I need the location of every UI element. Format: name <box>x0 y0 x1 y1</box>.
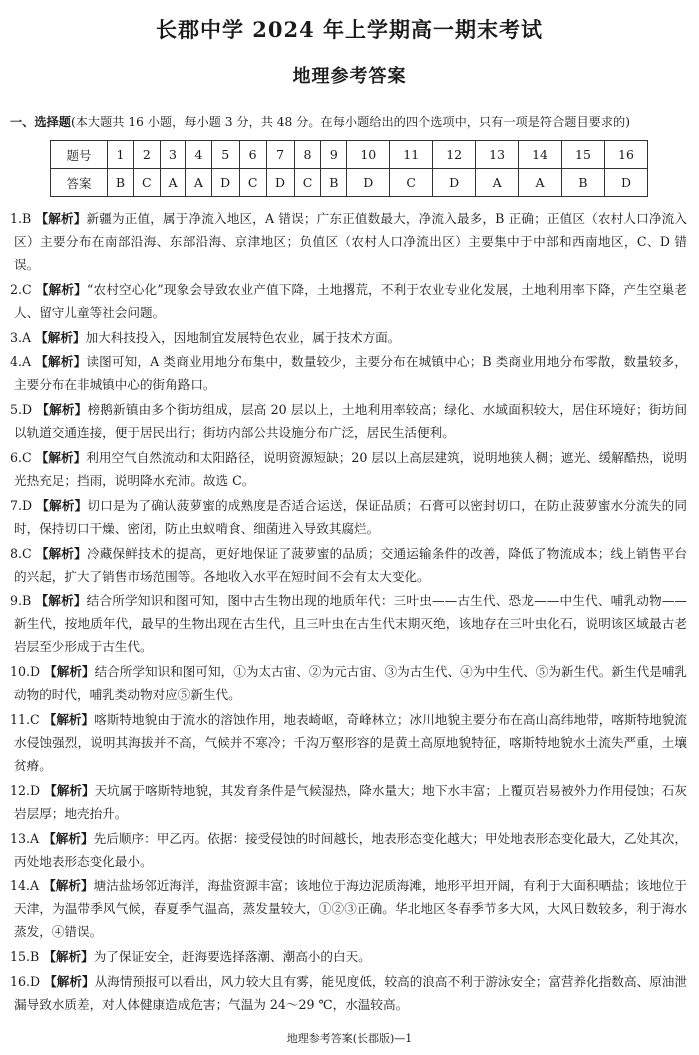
answer-cell: B <box>561 169 604 197</box>
item-number: 14.A <box>10 878 40 894</box>
number-cell: 15 <box>561 141 604 169</box>
answer-table <box>50 140 648 197</box>
analysis-tag: 【解析】 <box>44 782 95 798</box>
item-text: 为了保证安全，赶海要选择落潮、潮高小的白天。 <box>93 949 371 965</box>
number-cell: 4 <box>186 141 211 169</box>
explanation-item <box>10 970 687 1016</box>
item-number: 3.A <box>10 329 32 345</box>
item-number: 8.C <box>10 545 32 561</box>
explanation-item <box>10 494 688 540</box>
answer-cell: D <box>266 169 294 197</box>
explanation-list <box>10 207 688 1018</box>
analysis-tag: 【解析】 <box>43 711 95 727</box>
number-cell: 10 <box>347 141 390 169</box>
section-heading <box>10 113 692 130</box>
row-label-number: 题号 <box>51 141 108 169</box>
item-number: 9.B <box>10 593 32 609</box>
explanation-item <box>10 827 688 873</box>
analysis-tag: 【解析】 <box>35 593 87 609</box>
item-number: 5.D <box>10 402 33 418</box>
number-cell: 14 <box>519 141 562 169</box>
explanation-item <box>10 326 687 349</box>
answer-cell: A <box>160 169 185 197</box>
answer-cell: C <box>294 169 321 197</box>
analysis-tag: 【解析】 <box>43 830 94 846</box>
item-text: 先后顺序：甲乙丙。依据：接受侵蚀的时间越长，地表形态变化越大；甲处地表形态变化最大，乙处其次，丙处地表形态变化最小。 <box>14 830 688 869</box>
number-cell: 1 <box>108 141 134 169</box>
analysis-tag: 【解析】 <box>43 878 94 894</box>
analysis-tag: 【解析】 <box>36 402 88 418</box>
page-title: 长郡中学 2024 年上学期高一期末考试 <box>155 17 544 42</box>
answer-cell: B <box>108 169 134 197</box>
section-label: 一、选择题 <box>10 115 71 129</box>
explanation-item <box>10 398 687 444</box>
item-text: 从海情预报可以看出，风力较大且有雾，能见度低，较高的浪高不利于游泳安全；富营养化指数高、原油泄漏导致水质差，对人体健康造成危害；气温为 24～29 ℃，水温较高。 <box>14 973 687 1012</box>
explanation-item <box>10 207 688 276</box>
answer-cell: C <box>133 169 160 197</box>
section-note: (本大题共 16 小题，每小题 3 分，共 48 分。在每小题给出的四个选项中，只有一项是符合题目要求的) <box>70 115 630 129</box>
item-text: 塘沽盐场邻近海洋，海盐资源丰富；该地位于海边泥质海滩，地形平坦开阔，有利于大面积晒盐；该地位于天津，为温带季风气候，春夏季气温高，蒸发量较大，①②③正确。华北地区冬春季节多大风，大风日数较多，利于海水蒸发，④错误。 <box>14 878 688 940</box>
number-cell: 13 <box>476 141 519 169</box>
item-number: 7.D <box>10 497 33 513</box>
number-cell: 7 <box>266 141 294 169</box>
item-number: 10.D <box>10 664 41 680</box>
explanation-item <box>10 542 688 588</box>
page-subtitle: 地理参考答案 <box>292 66 407 87</box>
item-number: 13.A <box>10 830 40 846</box>
answer-cell: C <box>239 169 266 197</box>
analysis-tag: 【解析】 <box>35 354 87 370</box>
row-label-answer: 答案 <box>51 169 108 197</box>
number-cell: 12 <box>433 141 476 169</box>
explanation-item <box>10 874 688 943</box>
number-cell: 6 <box>239 141 266 169</box>
answer-cell: D <box>211 169 239 197</box>
item-text: 天坑属于喀斯特地貌，其发育条件是气候湿热，降水量大；地下水丰富；上覆页岩易被外力作用侵蚀；石灰岩层厚；地壳抬升。 <box>14 782 687 821</box>
item-number: 2.C <box>10 281 32 297</box>
analysis-tag: 【解析】 <box>44 973 95 989</box>
analysis-tag: 【解析】 <box>43 949 94 965</box>
explanation-item <box>10 350 687 396</box>
answer-table-answer-row <box>51 169 648 197</box>
answer-cell: A <box>186 169 211 197</box>
item-text: 冷藏保鲜技术的提高，更好地保证了菠萝蜜的品质；交通运输条件的改善，降低了物流成本；线上销售平台的兴起，扩大了销售市场范围等。各地收入水平在短时间不会有太大变化。 <box>14 545 688 584</box>
analysis-tag: 【解析】 <box>35 281 87 297</box>
item-number: 6.C <box>10 449 32 465</box>
number-cell: 16 <box>604 141 647 169</box>
number-cell: 8 <box>294 141 321 169</box>
item-text: 切口是为了确认菠萝蜜的成熟度是否适合运送，保证品质；石膏可以密封切口，在防止菠萝蜜水分流失的同时，保持切口干燥、密闭，防止虫蚁啃食、细菌进入导致其腐烂。 <box>14 497 688 536</box>
analysis-tag: 【解析】 <box>35 545 87 561</box>
analysis-tag: 【解析】 <box>44 664 95 680</box>
number-cell: 11 <box>390 141 433 169</box>
item-number: 4.A <box>10 354 32 370</box>
explanation-item <box>10 589 688 658</box>
answer-cell: A <box>519 169 562 197</box>
explanation-item <box>10 708 688 777</box>
item-number: 11.C <box>10 711 40 727</box>
item-text: 喀斯特地貌由于流水的溶蚀作用，地表崎岖，奇峰林立；冰川地貌主要分布在高山高纬地带，喀斯特地貌流水侵蚀强烈，说明其海拔并不高，气候并不寒冷；千沟万壑形容的是黄土高原地貌特征，喀斯特地貌水土流失严重，土壤贫瘠。 <box>14 711 688 773</box>
number-cell: 5 <box>211 141 239 169</box>
item-text: 读图可知，A 类商业用地分布集中，数量较少，主要分布在城镇中心；B 类商业用地分布零散，数量较多，主要分布在非城镇中心的街角路口。 <box>14 354 687 393</box>
item-text: “农村空心化”现象会导致农业产值下降，土地撂荒，不利于农业专业化发展，土地利用率下降，产生空巢老人、留守儿童等社会问题。 <box>14 281 687 320</box>
explanation-item <box>10 779 687 825</box>
explanation-item <box>10 446 688 492</box>
item-number: 1.B <box>10 211 32 226</box>
item-number: 15.B <box>10 949 40 965</box>
explanation-item <box>10 278 687 324</box>
analysis-tag: 【解析】 <box>35 329 86 345</box>
page-footer: 地理参考答案(长郡版)—1 <box>286 1032 413 1045</box>
explanation-item <box>10 945 687 968</box>
analysis-tag: 【解析】 <box>36 497 88 513</box>
item-text: 加大科技投入，因地制宜发展特色农业，属于技术方面。 <box>85 329 401 345</box>
number-cell: 9 <box>321 141 347 169</box>
answer-cell: A <box>476 169 519 197</box>
item-number: 16.D <box>10 973 41 989</box>
answer-cell: D <box>604 169 647 197</box>
answer-table-number-row <box>51 141 648 169</box>
answer-cell: D <box>347 169 390 197</box>
item-text: 新疆为正值，属于净流入地区，A 错误；广东正值数最大，净流入最多，B 正确；正值区（农村人口净流入区）主要分布在南部沿海、东部沿海、京津地区；负值区（农村人口净流出区）主要集中于中部和西南地区，C、D 错误。 <box>14 211 688 272</box>
item-number: 12.D <box>10 782 41 798</box>
item-text: 结合所学知识和图可知，①为太古宙、②为元古宙、③为古生代、④为中生代、⑤为新生代。新生代是哺乳动物的时代，哺乳类动物对应⑤新生代。 <box>14 664 687 703</box>
answer-cell: D <box>433 169 476 197</box>
item-text: 结合所学知识和图可知，图中古生物出现的地质年代：三叶虫——古生代、恐龙——中生代、哺乳动物——新生代，按地质年代，最早的生物出现在古生代，且三叶虫在古生代末期灭绝，该地存在三叶虫化石，说明该区域最古老岩层至少形成于古生代。 <box>14 593 688 655</box>
answer-cell: C <box>390 169 433 197</box>
number-cell: 2 <box>133 141 160 169</box>
item-text: 榜鹅新镇由多个街坊组成，层高 20 层以上，土地利用率较高；绿化、水域面积较大，居住环境好；街坊间以轨道交通连接，便于居民出行；街坊内部公共设施分布广泛，居民生活便利。 <box>14 402 687 441</box>
number-cell: 3 <box>160 141 185 169</box>
answer-cell: B <box>321 169 347 197</box>
analysis-tag: 【解析】 <box>35 211 87 226</box>
item-text: 利用空气自然流动和太阳路径，说明资源短缺；20 层以上高层建筑，说明地狭人稠；遮光、缓解酷热，说明光热充足；挡雨，说明降水充沛。故选 C。 <box>14 449 688 488</box>
analysis-tag: 【解析】 <box>35 449 87 465</box>
explanation-item <box>10 660 687 706</box>
